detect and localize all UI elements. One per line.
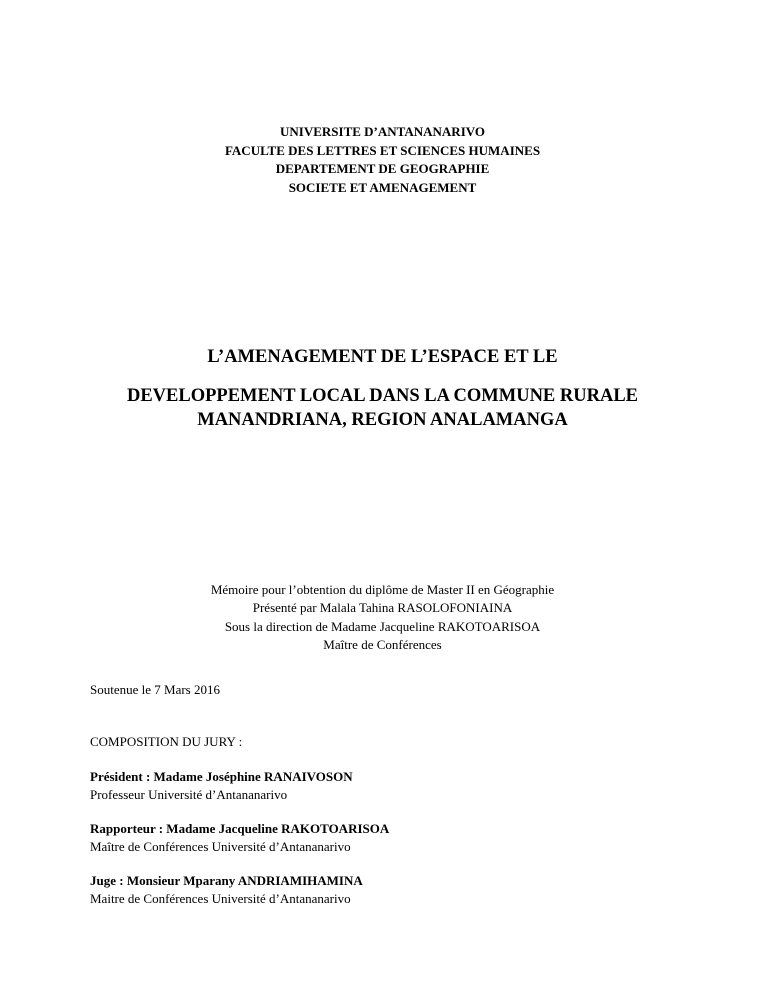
- university-name: UNIVERSITE D’ANTANANARIVO: [280, 124, 485, 139]
- thesis-title-line-1: L’AMENAGEMENT DE L’ESPACE ET LE: [207, 347, 558, 367]
- memoire-purpose: Mémoire pour l’obtention du diplôme de Master II en Géographie: [210, 582, 555, 597]
- memoire-author: Présenté par Malala Tahina RASOLOFONIAINA: [252, 600, 513, 616]
- jury-member-role: Président : Madame Joséphine RANAIVOSON: [90, 769, 353, 784]
- faculty-name: FACULTE DES LETTRES ET SCIENCES HUMAINES: [224, 142, 541, 158]
- thesis-title-line-3: MANANDRIANA, REGION ANALAMANGA: [197, 410, 568, 430]
- option-name: SOCIETE ET AMENAGEMENT: [288, 179, 477, 195]
- defense-date: Soutenue le 7 Mars 2016: [90, 682, 220, 697]
- thesis-title: [0, 345, 765, 432]
- jury-member-role: Juge : Monsieur Mparany ANDRIAMIHAMINA: [90, 873, 363, 888]
- jury-member-title: Maitre de Conférences Université d’Antananarivo: [90, 891, 351, 906]
- jury-member: [90, 768, 353, 804]
- jury-member: [90, 820, 389, 856]
- department-name: DEPARTEMENT DE GEOGRAPHIE: [275, 161, 490, 176]
- jury-heading: COMPOSITION DU JURY :: [90, 734, 243, 749]
- jury-member: [90, 872, 363, 908]
- memoire-supervisor-title: Maître de Conférences: [323, 636, 442, 652]
- jury-member-role: Rapporteur : Madame Jacqueline RAKOTOARISOA: [90, 821, 390, 836]
- institution-header: [0, 123, 765, 197]
- jury-member-title: Professeur Université d’Antananarivo: [90, 787, 288, 802]
- memoire-supervisor: Sous la direction de Madame Jacqueline RAKOTOARISOA: [224, 618, 541, 634]
- thesis-title-line-2: DEVELOPPEMENT LOCAL DANS LA COMMUNE RURALE: [126, 386, 639, 406]
- jury-member-title: Maître de Conférences Université d’Antananarivo: [90, 839, 351, 854]
- memoire-info: [0, 581, 765, 654]
